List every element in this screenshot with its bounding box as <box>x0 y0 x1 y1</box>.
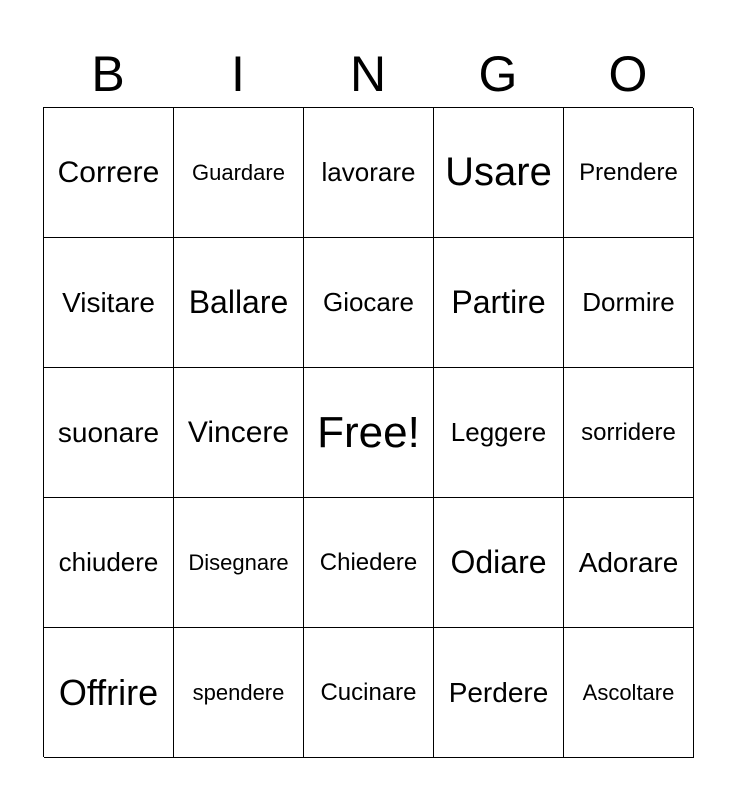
header-letter-b: B <box>91 46 125 102</box>
header-letter-o: O <box>608 46 648 102</box>
header-letter-g: G <box>478 46 518 102</box>
bingo-cell: Guardare <box>174 108 304 238</box>
bingo-cell: Usare <box>434 108 564 238</box>
free-space-cell: Free! <box>304 368 434 498</box>
bingo-cell: suonare <box>44 368 174 498</box>
bingo-cell: Ballare <box>174 238 304 368</box>
bingo-cell: Vincere <box>174 368 304 498</box>
bingo-cell: Ascoltare <box>564 628 694 758</box>
bingo-cell: Partire <box>434 238 564 368</box>
bingo-cell: Leggere <box>434 368 564 498</box>
bingo-cell: Chiedere <box>304 498 434 628</box>
bingo-header <box>43 40 693 108</box>
bingo-cell: Odiare <box>434 498 564 628</box>
bingo-cell: sorridere <box>564 368 694 498</box>
bingo-cell: Offrire <box>44 628 174 758</box>
bingo-cell: lavorare <box>304 108 434 238</box>
bingo-cell: Visitare <box>44 238 174 368</box>
bingo-cell: Disegnare <box>174 498 304 628</box>
header-letter-n: N <box>349 46 387 102</box>
bingo-cell: Dormire <box>564 238 694 368</box>
bingo-cell: Giocare <box>304 238 434 368</box>
bingo-cell: Perdere <box>434 628 564 758</box>
bingo-cell: Prendere <box>564 108 694 238</box>
bingo-cell: spendere <box>174 628 304 758</box>
bingo-board <box>43 107 693 757</box>
bingo-cell: Adorare <box>564 498 694 628</box>
bingo-cell: chiudere <box>44 498 174 628</box>
header-letter-i: I <box>231 46 245 102</box>
bingo-cell: Cucinare <box>304 628 434 758</box>
bingo-cell: Correre <box>44 108 174 238</box>
